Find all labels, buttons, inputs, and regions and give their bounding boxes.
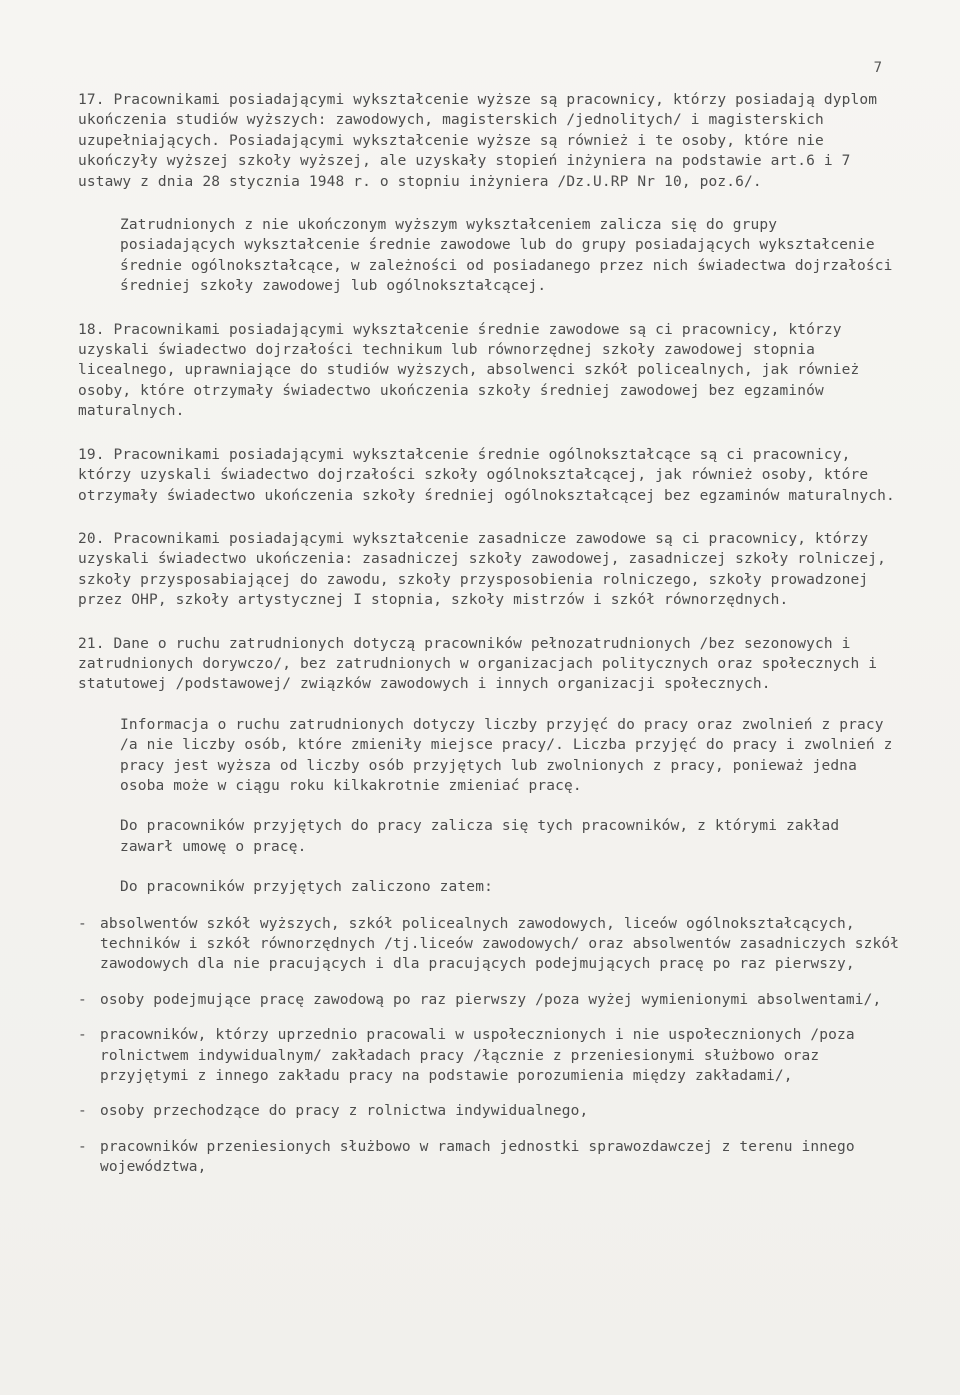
list-item-text: osoby przechodzące do pracy z rolnictwa indywidualnego, — [100, 1103, 589, 1120]
paragraph-21: 21. Dane o ruchu zatrudnionych dotyczą pracowników pełnozatrudnionych /bez sezonowych i zatrudnionych dorywczo/, bez zatrudnionych w organizacjach politycznych oraz społecznych i statutowej /podstawowej/ związków zawodowych i innych organizacji społecznych. — [78, 635, 878, 693]
list-dash: - — [78, 915, 87, 932]
hired-categories-list — [78, 914, 900, 1178]
list-item — [78, 1137, 900, 1178]
list-item-text: absolwentów szkół wyższych, szkół policealnych zawodowych, liceów ogólnokształcących, techników i szkół równorzędnych /tj.liceów zawodowych/ oraz absolwentów zasadniczych szkół zawodowych dla nie pracujących i dla pracujących podejmujących pracę po raz pierwszy, — [100, 915, 900, 973]
paragraph-20: 20. Pracownikami posiadającymi wykształcenie zasadnicze zawodowe są ci pracownicy, którzy uzyskali świadectwo ukończenia: zasadniczej szkoły zawodowej, zasadniczej szkoły rolniczej, szkoły przysposabiającej do zawodu, szkoły przysposobienia rolniczego, szkoły prowadzonej przez OHP, szkoły artystycznej I stopnia, szkoły mistrzów i szkół równorzędnych. — [78, 530, 887, 609]
paragraph-21-hired-definition: Do pracowników przyjętych do pracy zalicza się tych pracowników, z którymi zakład zawarł umowę o pracę. — [120, 818, 840, 855]
page-number: 7 — [873, 60, 882, 76]
list-item-text: pracowników, którzy uprzednio pracowali w uspołecznionych i nie uspołecznionych /poza rolnictwem indywidualnym/ zakładach pracy /łącznie z przeniesionymi służbowo oraz przyjętymi z innego zakładu pracy na podstawie porozumienia między zakładami/, — [100, 1027, 855, 1085]
list-item — [78, 1025, 900, 1086]
list-dash: - — [78, 991, 87, 1008]
paragraph-17-continuation: Zatrudnionych z nie ukończonym wyższym wykształceniem zalicza się do grupy posiadających wykształcenie średnie zawodowe lub do grupy posiadających wykształcenie średnie ogólnokształcące, w zależności od posiadanego przez nich świadectwa dojrzałości średniej szkoły zawodowej lub ogólnokształcącej. — [120, 217, 893, 295]
paragraph-17: 17. Pracownikami posiadającymi wykształcenie wyższe są pracownicy, którzy posiadają dyplom ukończenia studiów wyższych: zawodowych, magisterskich /jednolitych/ i magisterskich uzupełniających. Posiadającymi wykształcenie wyższe są również i te osoby, które nie ukończyły wyższej szkoły wyższej, ale uzyskały stopień inżyniera na podstawie art.6 i 7 ustawy z dnia 28 stycznia 1948 r. o stopniu inżyniera /Dz.U.RP Nr 10, poz.6/. — [78, 92, 878, 190]
list-dash: - — [78, 1103, 87, 1120]
list-dash: - — [78, 1138, 87, 1155]
list-item — [78, 990, 900, 1010]
document-body — [78, 90, 900, 1193]
list-item-text: pracowników przeniesionych służbowo w ramach jednostki sprawozdawczej z terenu innego województwa, — [100, 1138, 855, 1176]
list-item-text: osoby podejmujące pracę zawodową po raz pierwszy /poza wyżej wymienionymi absolwentami/, — [100, 991, 882, 1008]
list-item — [78, 914, 900, 975]
list-dash: - — [78, 1027, 87, 1044]
paragraph-18: 18. Pracownikami posiadającymi wykształcenie średnie zawodowe są ci pracownicy, którzy uzyskali świadectwo dojrzałości technikum lub równorzędnej szkoły zawodowej stopnia licealnego, uprawniające do studiów wyższych, absolwenci szkół policealnych, jak również osoby, które otrzymały świadectwo ukończenia szkoły średniej zawodowej bez egzaminów maturalnych. — [78, 321, 860, 420]
paragraph-19: 19. Pracownikami posiadającymi wykształcenie średnie ogólnokształcące są ci pracownicy, którzy uzyskali świadectwo dojrzałości szkoły ogólnokształcącej, jak również osoby, które otrzymały świadectwo ukończenia szkoły średniej ogólnokształcącej bez egzaminów maturalnych. — [78, 446, 895, 504]
list-intro: Do pracowników przyjętych zaliczono zatem: — [120, 879, 493, 896]
paragraph-21-information: Informacja o ruchu zatrudnionych dotyczy liczby przyjęć do pracy oraz zwolnień z pracy /a nie liczby osób, które zmieniły miejsce pracy/. Liczba przyjęć do pracy i zwolnień z pracy jest wyższa od liczby osób przyjętych lub zwolnionych z pracy, ponieważ jedna osoba może w ciągu roku kilkakrotnie zmieniać pracę. — [120, 716, 893, 794]
list-item — [78, 1101, 900, 1121]
